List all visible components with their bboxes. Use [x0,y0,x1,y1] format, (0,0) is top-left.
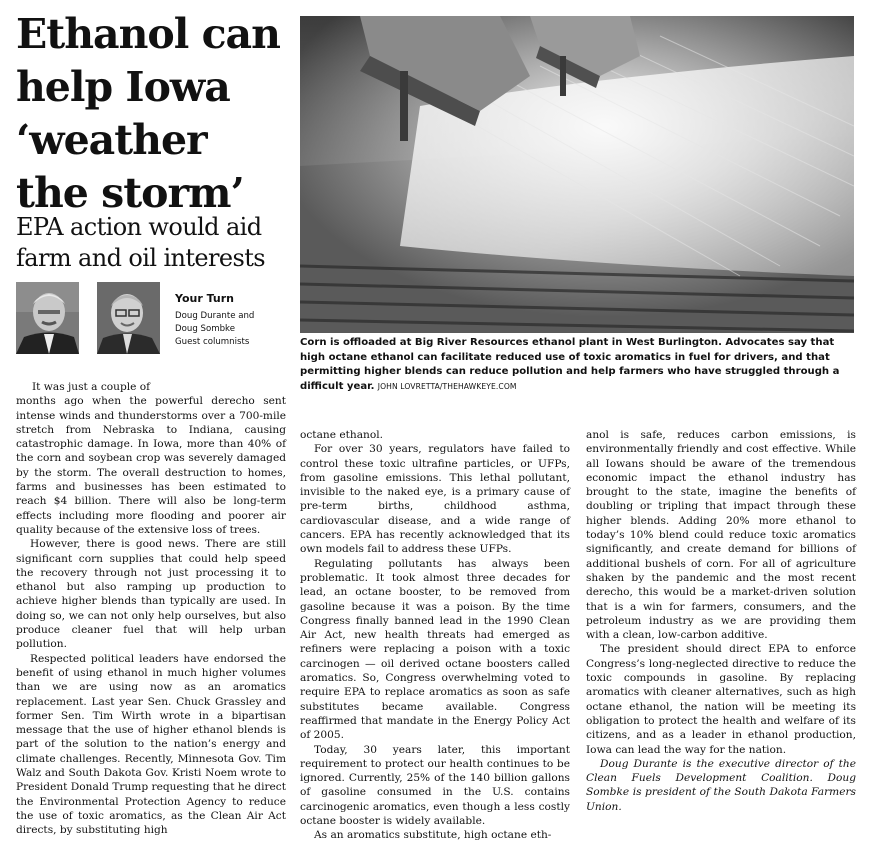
lead-in: It was just a couple of [32,381,151,393]
author-line: Doug Durante and [175,311,255,321]
headline-line: Ethanol can [16,10,280,58]
caption-text: Corn is offloaded at Big River Resources ethanol plant in West Burlington. Advocates say that high octane ethanol can facilitate reduced use of toxic aromatics in fuel for drivers, and that permitting higher blends can reduce pollution and help farmers who have struggled through a difficult year. [300,337,840,392]
body-column-1 [16,380,286,838]
headline-line: help Iowa [16,63,230,111]
paragraph: Today, 30 years later, this important requirement to protect our health continues to be ignored. Currently, 25% of the 140 billion gallons of gasoline consumed in the U.S. contains carcinogenic aromatics, even though a less costly octane booster is widely available. [300,743,570,828]
paragraph: Regulating pollutants has always been problematic. It took almost three decades for lead, an octane booster, to be removed from gasoline because it was a poison. By the time Congress finally banned lead in the 1990 Clean Air Act, new health threats had emerged as refiners were replacing a poison with a toxic carcinogen — oil derived octane boosters called aromatics. So, Congress overwhelming voted to require EPA to replace aromatics as soon as safe substitutes became available. Congress reaffirmed that mandate in the Energy Policy Act of 2005. [300,557,570,742]
headline [16,8,298,220]
photo-credit: JOHN LOVRETTA/THEHAWKEYE.COM [377,381,517,391]
author-line: Doug Sombke [175,324,236,334]
paragraph: For over 30 years, regulators have failed to control these toxic ultrafine particles, or UFPs, from gasoline emissions. This lethal pollutant, invisible to the naked eye, is a primary cause of pre-term births, childhood asthma, cardiovascular disease, and a wide range of cancers. EPA has recently acknowledged that its own models fail to address these UFPs. [300,443,570,556]
author-role: Guest columnists [175,337,250,347]
photo-caption [300,336,856,394]
headline-line: the storm’ [16,169,244,217]
paragraph: As an aromatics substitute, high octane eth- [314,829,552,842]
paragraph: The president should direct EPA to enforce Congress’s long-neglected directive to reduce the toxic compounds in gasoline. By replacing aromatics with cleaner alternatives, such as high octane ethanol, the nation will be meeting its obligation to protect the health and welfare of its citizens, and as a leader in ethanol production, Iowa can lead the way for the nation. [586,643,856,756]
paragraph: octane ethanol. [300,429,383,441]
deck-line: EPA action would aid [16,213,262,241]
paragraph: Respected political leaders have endorsed the benefit of using ethanol in much higher volumes than we are using now as an aromatics replacement. Last year Sen. Chuck Grassley and former Sen. Tim Wirth wrote in a bipartisan message that the use of higher ethanol blends is part of the solution to the nation’s energy and climate challenges. Recently, Minnesota Gov. Tim Walz and South Dakota Gov. Kristi Noem wrote to President Donald Trump requesting that he direct the Environmental Protection Agency to reduce the use of toxic aromatics, as the Clean Air Act directs, by substituting high [16,652,286,837]
article-photo [300,16,854,333]
body-column-3 [586,428,856,814]
author-headshot-sombke [97,282,160,354]
paragraph: However, there is good news. There are still significant corn supplies that could help speed the recovery through not just processing it to ethanol but also ramping up production to achieve higher blends than typically are used. In doing so, we can not only help ourselves, but also produce cleaner fuel that will help urban pollution. [16,538,286,651]
body-column-2 [300,428,570,843]
author-headshot-durante [16,282,79,354]
headline-line: ‘weather [16,116,207,164]
column-label: Your Turn [175,292,234,305]
byline [175,310,300,349]
deck-subheadline [16,212,298,274]
paragraph: anol is safe, reduces carbon emissions, is environmentally friendly and cost effective. While all Iowans should be aware of the tremendous economic impact the ethanol industry has brought to the state, imagine the benefits of doubling or tripling that impact through these higher blends. Adding 20% more ethanol to today’s 10% blend could reduce toxic aromatics significantly, and create demand for billions of additional bushels of corn. For all of agriculture shaken by the pandemic and the most recent derecho, this would be a market-driven solution that is a win for farmers, consumers, and the petroleum industry as we are providing them with a clean, low-carbon additive. [586,429,856,642]
paragraph [16,380,286,537]
author-tagline: Doug Durante is the executive director of the Clean Fuels Development Coalition. Doug Sombke is president of the South Dakota Farmers Union. [586,757,856,813]
lead-rest: months ago when the powerful derecho sent intense winds and thunderstorms over a 700-mile stretch from Nebraska to Indiana, causing catastrophic damage. In Iowa, more than 40% of the corn and soybean crop was severely damaged by the storm. The overall destruction to homes, farms and businesses has been estimated to reach $4 billion. There will also be long-term effects including more flooding and poorer air quality because of the extensive loss of trees. [16,395,286,536]
deck-line: farm and oil interests [16,244,265,272]
